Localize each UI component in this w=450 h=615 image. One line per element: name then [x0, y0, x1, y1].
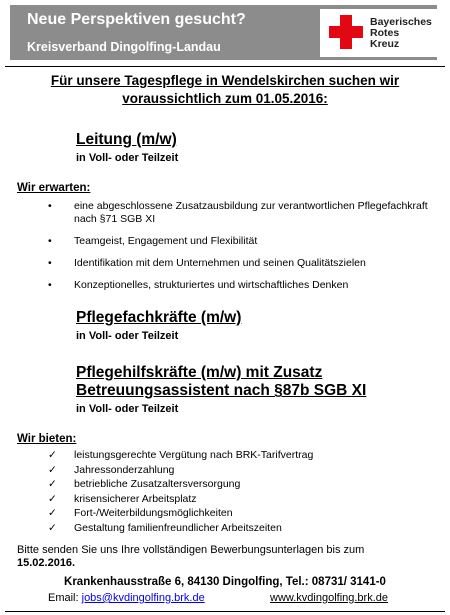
job-title-pflegehilfskraefte [76, 364, 366, 400]
list-item: ✓ leistungsgerechte Vergütung nach BRK-Tarifvertrag [48, 449, 314, 461]
closing-sentence: Bitte senden Sie uns Ihre vollständigen Bewerbungsunterlagen bis zum [17, 544, 365, 556]
intro-line: voraussichtlich zum 01.05.2016: [122, 91, 328, 106]
bullet-icon: • [48, 200, 52, 212]
list-item: ✓ Gestaltung familienfreundlicher Arbeitszeiten [48, 521, 282, 534]
checkmark-icon: ✓ [48, 478, 57, 491]
bullet-icon: • [48, 235, 52, 247]
bullet-icon: • [48, 257, 52, 269]
address-line: Krankenhausstraße 6, 84130 Dingolfing, Tel.: 08731/ 3141-0 [64, 576, 386, 588]
bottom-divider [5, 611, 445, 612]
list-item: ✓ betriebliche Zusatzaltersversorgung [48, 478, 241, 491]
list-item: • Identifikation mit dem Unternehmen und seinen Qualitätszielen [48, 257, 366, 269]
list-item: • eine abgeschlossene Zusatzausbildung zur verantwortlichen Pflegefachkraft nach §71 SGB XI [48, 200, 428, 225]
offers-list [48, 449, 428, 537]
job-title-pflegefachkraefte: Pflegefachkräfte (m/w) [76, 309, 242, 326]
red-cross-icon [329, 15, 363, 49]
list-item: ✓ Jahressonderzahlung [48, 463, 175, 476]
email-line [48, 592, 205, 604]
job-title-line: Pflegehilfskräfte (m/w) mit Zusatz [76, 364, 323, 381]
list-item: ✓ krisensicherer Arbeitsplatz [48, 492, 197, 505]
divider [5, 66, 445, 67]
job-subtitle: in Voll- oder Teilzeit [76, 403, 179, 415]
list-item: • Konzeptionelles, strukturiertes und wirtschaftliches Denken [48, 279, 349, 291]
intro-line: Für unsere Tagespflege in Wendelskirchen suchen wir [50, 73, 400, 88]
expectations-list [48, 200, 428, 301]
offers-heading: Wir bieten: [17, 433, 77, 445]
checkmark-icon: ✓ [48, 463, 57, 476]
logo-line: Kreuz [370, 38, 400, 50]
job-title-leitung: Leitung (m/w) [76, 131, 177, 148]
deadline-date: 15.02.2016. [17, 557, 76, 569]
logo-line: Bayerisches [370, 16, 432, 28]
checkmark-icon: ✓ [48, 507, 57, 520]
bullet-icon: • [48, 279, 52, 291]
logo-text [370, 17, 432, 50]
logo-line: Rotes [370, 27, 400, 39]
website-link[interactable]: www.kvdingolfing.brk.de [270, 592, 389, 604]
list-item: ✓ Fort-/Weiterbildungsmöglichkeiten [48, 507, 233, 520]
checkmark-icon: ✓ [48, 521, 57, 534]
header-banner [10, 5, 437, 60]
list-item: • Teamgeist, Engagement und Flexibilität [48, 235, 258, 247]
checkmark-icon: ✓ [48, 449, 57, 461]
checkmark-icon: ✓ [48, 492, 57, 505]
header-subtitle: Kreisverband Dingolfing-Landau [27, 40, 221, 54]
brk-logo [320, 9, 440, 57]
email-label: Email: [48, 592, 79, 604]
intro-text [5, 72, 445, 108]
job-subtitle: in Voll- oder Teilzeit [76, 152, 179, 164]
expectations-heading: Wir erwarten: [17, 182, 91, 194]
job-title-line: Betreuungsassistent nach §87b SGB XI [76, 382, 367, 399]
job-subtitle: in Voll- oder Teilzeit [76, 330, 179, 342]
email-link[interactable]: jobs@kvdingolfing.brk.de [81, 592, 205, 604]
closing-text [17, 544, 437, 570]
header-title: Neue Perspektiven gesucht? [27, 11, 246, 28]
